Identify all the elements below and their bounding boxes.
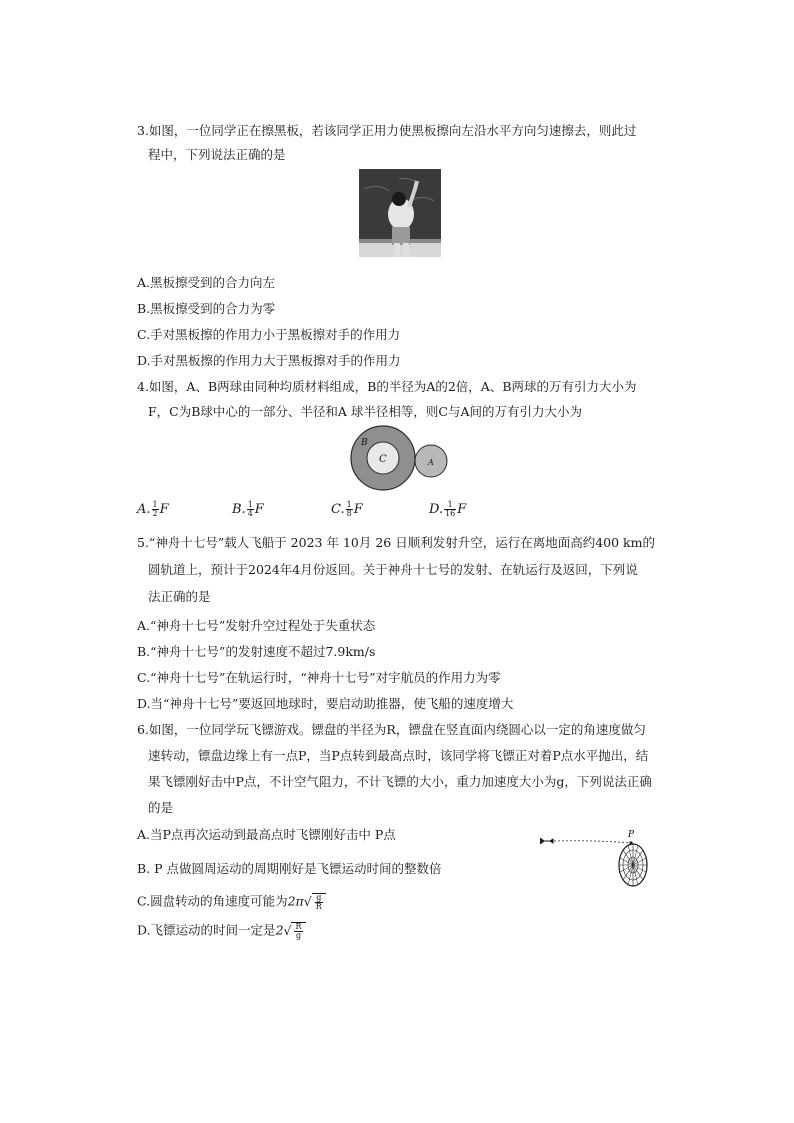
q4-option-b: B. $\frac{1}{4}$ F	[232, 500, 264, 518]
blackboard-photo	[359, 169, 441, 257]
q4-option-a: A. $\frac{1}{2}$ F	[137, 500, 169, 518]
q6-stem-line2: 速转动，镖盘边缘上有一点P，当P点转到最高点时，该同学将飞镖正对着P点水平抛出，结	[148, 748, 649, 763]
q6-stem-line4: 的是	[148, 800, 174, 815]
q6-stem-line3: 果飞镖刚好击中P点，不计空气阻力，不计飞镖的大小，重力加速度大小为g，下列说法正确	[148, 774, 652, 789]
q6-option-d: D.飞镖运动的时间一定是2√ $\frac{R}{g}$	[137, 922, 306, 940]
q6-option-a: A.当P点再次运动到最高点时飞镖刚好击中 P点	[137, 827, 396, 842]
dart-board	[619, 844, 647, 886]
q4-option-c: C. $\frac{1}{8}$ F	[331, 500, 363, 518]
q4-stem-line2: F，C为B球中心的一部分、半径和A 球半径相等，则C与A间的万有引力大小为	[148, 404, 583, 419]
label-p: P	[628, 830, 635, 840]
q6-stem-line1: 6.如图，一位同学玩飞镖游戏。镖盘的半径为R，镖盘在竖直面内绕圆心以一定的角速度做匀	[137, 722, 646, 737]
q3-stem-line2: 程中，下列说法正确的是	[148, 147, 286, 162]
label-a: A	[428, 458, 434, 467]
q4-stem-line1: 4.如图，A、B两球由同种均质材料组成，B的半径为A的2倍，A、B两球的万有引力大小为	[137, 379, 637, 394]
q6-option-b: B. P 点做圆周运动的周期刚好是飞镖运动时间的整数倍	[137, 861, 442, 876]
q5-stem-line3: 法正确的是	[148, 589, 211, 604]
q5-stem-line2: 圆轨道上，预计于2024年4月份返回。关于神舟十七号的发射、在轨运行及返回，下列说	[148, 562, 638, 577]
dart-board-diagram	[536, 826, 666, 890]
q5-option-d: D.当“神舟十七号”要返回地球时，要启动助推器，使飞船的速度增大	[137, 696, 514, 711]
label-c: C	[379, 454, 387, 465]
q5-option-b: B.“神舟十七号”的发射速度不超过7.9km/s	[137, 644, 376, 659]
q3-option-b: B.黑板擦受到的合力为零	[137, 301, 276, 316]
q3-option-a: A.黑板擦受到的合力向左	[137, 275, 276, 290]
q3-stem-line1: 3.如图，一位同学正在擦黑板，若该同学正用力使黑板擦向左沿水平方向匀速擦去，则此过	[137, 123, 637, 138]
dart-icon	[540, 838, 553, 844]
q5-option-a: A.“神舟十七号”发射升空过程处于失重状态	[137, 618, 376, 633]
q3-option-c: C.手对黑板擦的作用力小于黑板擦对手的作用力	[137, 327, 401, 342]
q5-stem-line1: 5.“神舟十七号”载人飞船于 2023 年 10月 26 日顺利发射升空，运行在离地面高约400 km的	[137, 535, 655, 550]
q3-option-d: D.手对黑板擦的作用力大于黑板擦对手的作用力	[137, 353, 401, 368]
q5-option-c: C.“神舟十七号”在轨运行时，“神舟十七号”对宇航员的作用力为零	[137, 670, 501, 685]
q6-option-c: C.圆盘转动的角速度可能为2π√ $\frac{g}{R}$	[137, 893, 326, 911]
spheres-diagram	[345, 425, 470, 493]
q4-option-d: D. $\frac{1}{16}$ F	[429, 500, 467, 518]
label-b: B	[361, 438, 368, 448]
trajectory-curve	[554, 841, 631, 843]
